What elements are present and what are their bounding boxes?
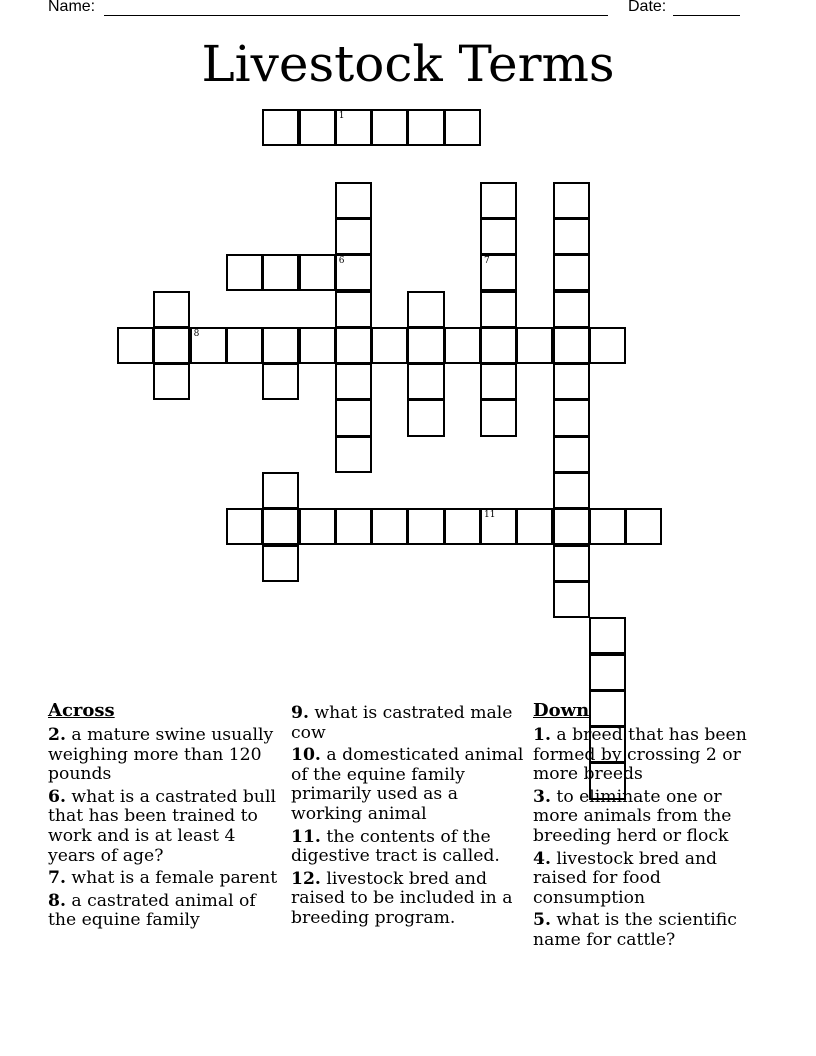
crossword-cell[interactable] <box>407 399 444 436</box>
clue-number: 6 <box>338 256 345 267</box>
crossword-cell[interactable] <box>371 327 408 364</box>
crossword-cell[interactable] <box>553 327 590 364</box>
clue-across-9: 9. what is castrated male cow <box>291 703 513 743</box>
crossword-cell[interactable] <box>190 327 227 364</box>
page-title: Livestock Terms <box>201 35 615 93</box>
across-column-2 <box>291 700 526 932</box>
crossword-cell[interactable] <box>625 508 662 545</box>
crossword-cell[interactable] <box>299 327 336 364</box>
crossword-cell[interactable] <box>226 508 263 545</box>
date-label: Date: <box>628 0 667 15</box>
crossword-cell[interactable] <box>553 182 590 219</box>
crossword-cell[interactable] <box>444 508 481 545</box>
crossword-cell[interactable] <box>117 327 154 364</box>
crossword-cell[interactable] <box>335 218 372 255</box>
clue-across-12: 12. livestock bred and raised to be included in a breeding program. <box>291 868 513 928</box>
crossword-cell[interactable] <box>553 472 590 509</box>
crossword-cell[interactable] <box>371 109 408 146</box>
crossword-cell[interactable] <box>335 291 372 328</box>
crossword-cell[interactable] <box>553 508 590 545</box>
crossword-cell[interactable] <box>553 545 590 582</box>
crossword-cell[interactable] <box>226 327 263 364</box>
crossword-cell[interactable] <box>553 291 590 328</box>
name-label: Name: <box>48 0 96 15</box>
across-heading: Across <box>48 700 115 721</box>
clue-across-11: 11. the contents of the digestive tract is called. <box>291 826 500 867</box>
crossword-cell[interactable] <box>299 109 336 146</box>
crossword-cell[interactable] <box>299 254 336 291</box>
crossword-cell[interactable] <box>153 291 190 328</box>
crossword-cell[interactable] <box>480 218 517 255</box>
crossword-cell[interactable] <box>262 109 299 146</box>
clue-down-5: 5. what is the scientific name for cattle? <box>533 910 737 950</box>
crossword-cell[interactable] <box>589 327 626 364</box>
crossword-cell[interactable] <box>589 654 626 691</box>
clue-number: 11 <box>484 510 496 521</box>
down-heading: Down <box>533 700 590 721</box>
crossword-cell[interactable] <box>262 508 299 545</box>
clue-across-2: 2. a mature swine usually weighing more than 120 pounds <box>48 725 274 785</box>
crossword-cell[interactable] <box>589 508 626 545</box>
clue-across-10: 10. a domesticated animal of the equine family primarily used as a working animal <box>291 745 524 824</box>
down-column <box>533 700 758 954</box>
crossword-cell[interactable] <box>480 363 517 400</box>
crossword-cell[interactable] <box>226 254 263 291</box>
crossword-cell[interactable] <box>335 254 372 291</box>
crossword-cell[interactable] <box>335 182 372 219</box>
crossword-cell[interactable] <box>480 182 517 219</box>
clue-number: 7 <box>484 256 490 267</box>
crossword-cell[interactable] <box>407 291 444 328</box>
crossword-cell[interactable] <box>335 436 372 473</box>
crossword-cell[interactable] <box>153 327 190 364</box>
crossword-cell[interactable] <box>153 363 190 400</box>
clue-number: 8 <box>193 328 200 339</box>
clue-across-8: 8. a castrated animal of the equine family <box>48 890 256 931</box>
crossword-cell[interactable] <box>262 472 299 509</box>
crossword-cell[interactable] <box>262 327 299 364</box>
crossword-cell[interactable] <box>553 218 590 255</box>
clue-across-6: 6. what is a castrated bull that has been trained to work and is at least 4 years of age? <box>48 786 276 866</box>
crossword-cell[interactable] <box>516 508 553 545</box>
crossword-cell[interactable] <box>371 508 408 545</box>
crossword-cell[interactable] <box>299 508 336 545</box>
crossword-cell[interactable] <box>407 363 444 400</box>
crossword-cell[interactable] <box>553 581 590 618</box>
crossword-cell[interactable] <box>407 109 444 146</box>
crossword-cell[interactable] <box>516 327 553 364</box>
crossword-cell[interactable] <box>553 363 590 400</box>
crossword-cell[interactable] <box>480 291 517 328</box>
clue-across-7: 7. what is a female parent <box>48 868 278 889</box>
crossword-cell[interactable] <box>553 254 590 291</box>
clue-down-4: 4. livestock bred and raised for food consumption <box>533 848 718 908</box>
crossword-cell[interactable] <box>480 327 517 364</box>
crossword-cell[interactable] <box>262 545 299 582</box>
clue-number: 1 <box>338 111 345 121</box>
crossword-cell[interactable] <box>335 508 372 545</box>
crossword-cell[interactable] <box>589 617 626 654</box>
clue-down-3: 3. to eliminate one or more animals from the breeding herd or flock <box>533 786 732 846</box>
crossword-cell[interactable] <box>480 399 517 436</box>
clue-down-1: 1. a breed that has been formed by crossing 2 or more breeds <box>533 725 747 785</box>
crossword-cell[interactable] <box>407 508 444 545</box>
crossword-cell[interactable] <box>262 254 299 291</box>
crossword-cell[interactable] <box>553 399 590 436</box>
crossword-cell[interactable] <box>480 508 517 545</box>
crossword-cell[interactable] <box>553 436 590 473</box>
crossword-cell[interactable] <box>335 363 372 400</box>
crossword-cell[interactable] <box>444 109 481 146</box>
crossword-cell[interactable] <box>335 109 372 146</box>
crossword-cell[interactable] <box>335 399 372 436</box>
crossword-cell[interactable] <box>480 254 517 291</box>
crossword-cell[interactable] <box>335 327 372 364</box>
across-column-1 <box>48 700 283 934</box>
crossword-cell[interactable] <box>262 363 299 400</box>
crossword-cell[interactable] <box>407 327 444 364</box>
crossword-cell[interactable] <box>444 327 481 364</box>
